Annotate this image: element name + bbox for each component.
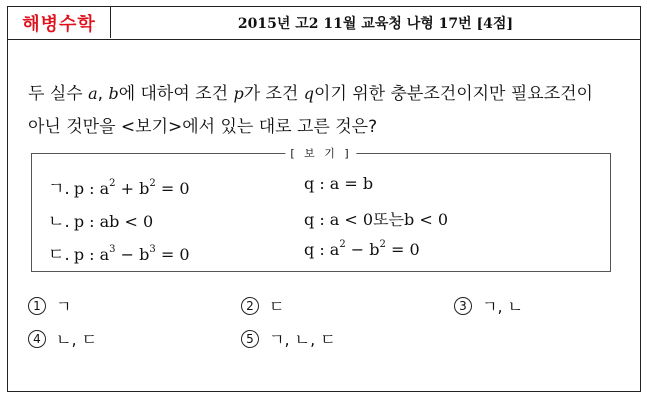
problem-card xyxy=(7,6,641,392)
condition-word: 또는 xyxy=(373,210,405,229)
choice-1[interactable] xyxy=(28,294,71,317)
question-part: , xyxy=(97,84,109,104)
question-part: 에 대하여 조건 xyxy=(118,84,234,104)
condition-p: p : ab < 0 xyxy=(73,212,154,231)
choice-number-circle: 4 xyxy=(28,330,46,348)
question-text xyxy=(28,77,628,144)
var-p: p xyxy=(233,84,244,103)
question-line-1 xyxy=(28,77,628,111)
condition-q: q : a < 0 xyxy=(304,210,374,229)
choice-label: ㄱ xyxy=(56,297,72,316)
var-a: a xyxy=(88,84,98,103)
bogi-row-1 xyxy=(32,174,610,200)
condition-q: q : $a^2 - b^2 = 0$ xyxy=(304,238,420,259)
brand-logo: 해병수학 xyxy=(8,7,111,38)
question-line-2: 아닌 것만을 <보기>에서 있는 대로 고른 것은? xyxy=(28,117,378,137)
problem-title: 2015년 고2 11월 교육청 나형 17번 [4점] xyxy=(237,15,514,32)
choice-label: ㄱ, ㄴ, ㄷ xyxy=(269,330,336,349)
question-part: 이기 위한 충분조건이지만 필요조건이 xyxy=(314,84,593,104)
bogi-row-3 xyxy=(32,240,610,266)
choice-number-circle: 5 xyxy=(241,330,259,348)
bogi-box xyxy=(31,147,611,272)
bogi-mark: ㄱ. xyxy=(48,179,70,199)
choice-number-circle: 2 xyxy=(241,297,259,315)
question-part: 가 조건 xyxy=(243,84,304,104)
bogi-condition-p xyxy=(48,174,190,199)
condition-p: p : $a^2 + b^2 = 0$ xyxy=(73,177,190,198)
bogi-condition-q xyxy=(304,207,448,230)
var-b: b xyxy=(108,84,119,103)
bogi-condition-q xyxy=(304,240,420,259)
choice-number-circle: 3 xyxy=(454,297,472,315)
choice-label: ㄷ xyxy=(269,297,285,316)
choice-label: ㄴ, ㄷ xyxy=(56,330,98,349)
choice-2[interactable] xyxy=(241,294,284,317)
bogi-condition-q xyxy=(304,174,373,193)
bogi-condition-p xyxy=(48,207,153,232)
var-q: q xyxy=(303,84,315,103)
condition-p: p : $a^3 - b^3 = 0$ xyxy=(73,243,190,264)
choice-label: ㄱ, ㄴ xyxy=(482,297,524,316)
bogi-condition-p xyxy=(48,240,190,265)
choice-5[interactable] xyxy=(241,327,336,350)
header xyxy=(8,7,640,40)
condition-q: q : a = b xyxy=(304,174,374,193)
bogi-row-2 xyxy=(32,207,610,233)
choice-3[interactable] xyxy=(454,294,523,317)
choice-number-circle: 1 xyxy=(28,297,46,315)
choice-4[interactable] xyxy=(28,327,97,350)
condition-q-tail: b < 0 xyxy=(404,210,449,229)
bogi-mark: ㄴ. xyxy=(48,212,70,232)
question-part: 두 실수 xyxy=(28,84,89,104)
bogi-mark: ㄷ. xyxy=(48,245,70,265)
bogi-label: [ 보 기 ] xyxy=(285,145,356,161)
